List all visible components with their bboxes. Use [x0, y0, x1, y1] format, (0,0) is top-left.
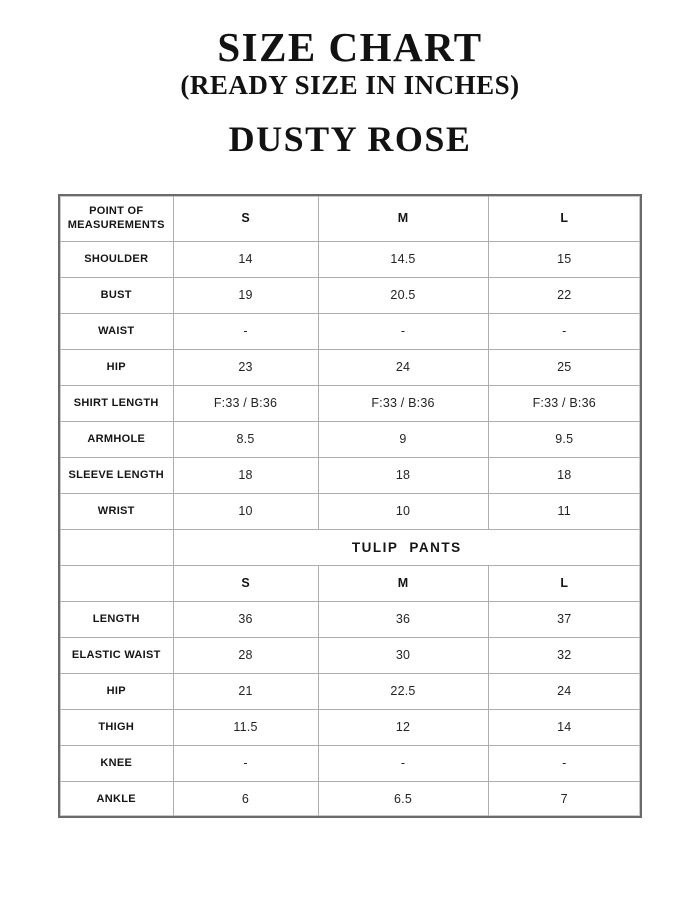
section-title: TULIP PANTS — [173, 529, 641, 565]
cell-value: F:33 / B:36 — [318, 385, 488, 421]
cell-value: 14.5 — [318, 241, 488, 277]
cell-value: 14 — [488, 709, 641, 745]
cell-value: 9 — [318, 421, 488, 457]
cell-value: 8.5 — [173, 421, 318, 457]
row-label: WRIST — [59, 493, 173, 529]
cell-value: 12 — [318, 709, 488, 745]
cell-value: 19 — [173, 277, 318, 313]
row-label: ELASTIC WAIST — [59, 637, 173, 673]
cell-value: 20.5 — [318, 277, 488, 313]
table-row-shoulder — [59, 241, 641, 277]
row-label: BUST — [59, 277, 173, 313]
row-label: SHIRT LENGTH — [59, 385, 173, 421]
pants-size-header-row — [59, 565, 641, 601]
table-row-knee — [59, 745, 641, 781]
table-row-elastic-waist — [59, 637, 641, 673]
table-row-ankle — [59, 781, 641, 817]
cell-value: 18 — [173, 457, 318, 493]
row-label: THIGH — [59, 709, 173, 745]
cell-value: 18 — [488, 457, 641, 493]
cell-value: 36 — [318, 601, 488, 637]
row-label: HIP — [59, 349, 173, 385]
cell-value: 15 — [488, 241, 641, 277]
cell-value: 18 — [318, 457, 488, 493]
table-row-pants-hip — [59, 673, 641, 709]
column-header-size-m: M — [318, 195, 488, 241]
cell-value: 25 — [488, 349, 641, 385]
row-label: HIP — [59, 673, 173, 709]
cell-value: 24 — [488, 673, 641, 709]
cell-value: - — [318, 313, 488, 349]
table-row-shirt-length — [59, 385, 641, 421]
row-label: WAIST — [59, 313, 173, 349]
cell-value: 7 — [488, 781, 641, 817]
page-subtitle: (READY SIZE IN INCHES) — [180, 70, 520, 100]
cell-value: 22 — [488, 277, 641, 313]
page-title: SIZE CHART — [217, 24, 483, 70]
row-label: SHOULDER — [59, 241, 173, 277]
table-row-thigh — [59, 709, 641, 745]
table-row-armhole — [59, 421, 641, 457]
cell-value: F:33 / B:36 — [173, 385, 318, 421]
column-header-size-s: S — [173, 195, 318, 241]
cell-value: 37 — [488, 601, 641, 637]
empty-cell — [59, 529, 173, 565]
pants-size-l: L — [488, 565, 641, 601]
cell-value: 14 — [173, 241, 318, 277]
cell-value: 36 — [173, 601, 318, 637]
title-block — [0, 0, 700, 160]
cell-value: 32 — [488, 637, 641, 673]
cell-value: 23 — [173, 349, 318, 385]
section-title-row — [59, 529, 641, 565]
cell-value: F:33 / B:36 — [488, 385, 641, 421]
row-label: KNEE — [59, 745, 173, 781]
pants-size-m: M — [318, 565, 488, 601]
table-row-length — [59, 601, 641, 637]
empty-cell — [59, 565, 173, 601]
row-label: LENGTH — [59, 601, 173, 637]
cell-value: 6.5 — [318, 781, 488, 817]
row-label: ANKLE — [59, 781, 173, 817]
row-label: ARMHOLE — [59, 421, 173, 457]
cell-value: - — [173, 313, 318, 349]
table-row-waist — [59, 313, 641, 349]
column-header-measurements: POINT OF MEASUREMENTS — [59, 195, 173, 241]
cell-value: 28 — [173, 637, 318, 673]
pants-size-s: S — [173, 565, 318, 601]
table-row-wrist — [59, 493, 641, 529]
row-label: SLEEVE LENGTH — [59, 457, 173, 493]
cell-value: 10 — [173, 493, 318, 529]
table-header-row — [59, 195, 641, 241]
cell-value: - — [318, 745, 488, 781]
size-chart-table — [58, 194, 642, 818]
table-row-hip — [59, 349, 641, 385]
cell-value: 6 — [173, 781, 318, 817]
cell-value: 11 — [488, 493, 641, 529]
cell-value: - — [173, 745, 318, 781]
cell-value: 11.5 — [173, 709, 318, 745]
product-name: DUSTY ROSE — [228, 118, 472, 159]
cell-value: 24 — [318, 349, 488, 385]
cell-value: 9.5 — [488, 421, 641, 457]
cell-value: - — [488, 313, 641, 349]
cell-value: 21 — [173, 673, 318, 709]
cell-value: 10 — [318, 493, 488, 529]
table-row-sleeve-length — [59, 457, 641, 493]
cell-value: 22.5 — [318, 673, 488, 709]
cell-value: 30 — [318, 637, 488, 673]
table-row-bust — [59, 277, 641, 313]
column-header-size-l: L — [488, 195, 641, 241]
cell-value: - — [488, 745, 641, 781]
